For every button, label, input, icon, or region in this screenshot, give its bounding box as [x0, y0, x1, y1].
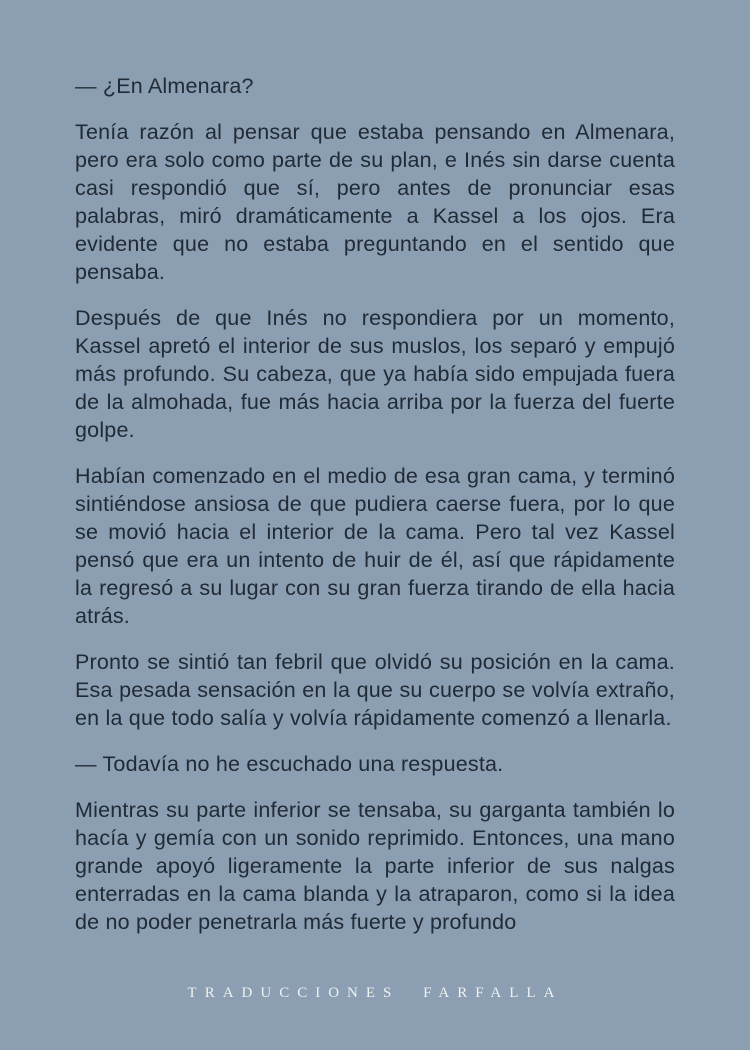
body-text — [75, 72, 675, 954]
paragraph: Habían comenzado en el medio de esa gran cama, y terminó sintiéndose ansiosa de que pudiera caerse fuera, por lo que se movió hacia el interior de la cama. Pero tal vez Kassel pensó que era un intento de huir de él, así que rápidamente la regresó a su lugar con su gran fuerza tirando de ella hacia atrás. — [75, 464, 675, 628]
dialogue-line: — Todavía no he escuchado una respuesta. — [75, 752, 504, 776]
footer-brand: TRADUCCIONES FARFALLA — [187, 985, 563, 1001]
paragraph: Después de que Inés no respondiera por un momento, Kassel apretó el interior de sus muslos, los separó y empujó más profundo. Su cabeza, que ya había sido empujada fuera de la almohada, fue más hacia arriba por la fuerza del fuerte golpe. — [75, 306, 675, 442]
paragraph: Tenía razón al pensar que estaba pensando en Almenara, pero era solo como parte de su plan, e Inés sin darse cuenta casi respondió que sí, pero antes de pronunciar esas palabras, miró dramáticamente a Kassel a los ojos. Era evidente que no estaba preguntando en el sentido que pensaba. — [75, 120, 675, 284]
dialogue-line: — ¿En Almenara? — [75, 74, 254, 98]
paragraph: Mientras su parte inferior se tensaba, su garganta también lo hacía y gemía con un sonido reprimido. Entonces, una mano grande apoyó ligeramente la parte inferior de sus nalgas enterradas en la cama blanda y la atraparon, como si la idea de no poder penetrarla más fuerte y profundo — [75, 798, 675, 934]
paragraph: Pronto se sintió tan febril que olvidó su posición en la cama. Esa pesada sensación en la que su cuerpo se volvía extraño, en la que todo salía y volvía rápidamente comenzó a llenarla. — [75, 650, 675, 730]
